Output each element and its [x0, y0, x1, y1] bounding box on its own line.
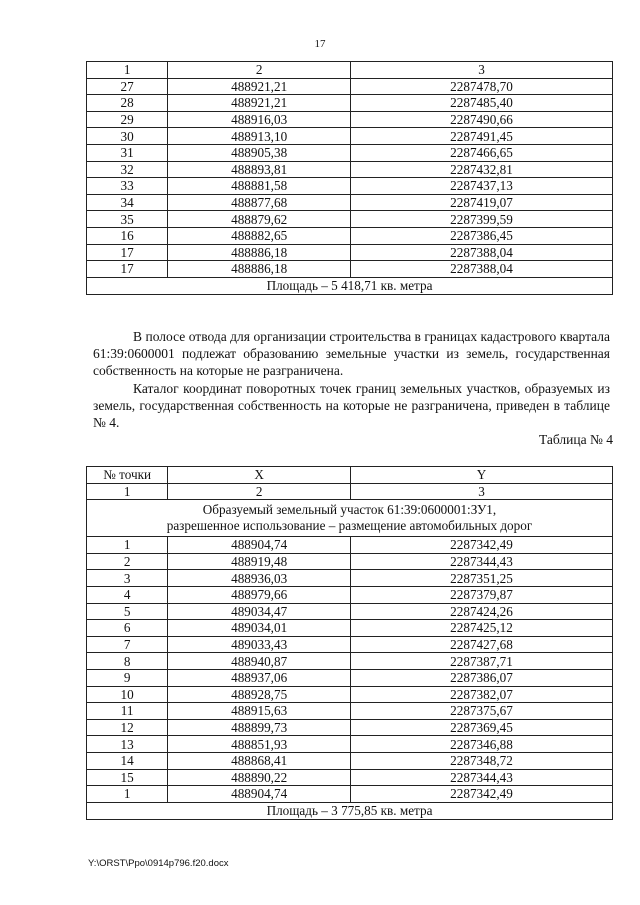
table-row	[87, 95, 613, 112]
table-row	[87, 736, 613, 753]
y-coordinate-cell: 2287427,68	[350, 636, 612, 653]
y-coordinate-cell: 2287425,12	[350, 620, 612, 637]
point-number-cell: 13	[87, 736, 168, 753]
point-number-cell: 10	[87, 686, 168, 703]
numbering-cell: 3	[350, 483, 612, 500]
y-coordinate-cell: 2287351,25	[350, 570, 612, 587]
x-coordinate-cell: 489034,01	[168, 620, 351, 637]
table-row	[87, 111, 613, 128]
x-coordinate-cell: 488905,38	[168, 144, 351, 161]
x-coordinate-cell: 488893,81	[168, 161, 351, 178]
y-coordinate-cell: 2287432,81	[350, 161, 612, 178]
x-coordinate-cell: 488940,87	[168, 653, 351, 670]
table-row	[87, 769, 613, 786]
table-row	[87, 144, 613, 161]
x-coordinate-cell: 488979,66	[168, 586, 351, 603]
x-coordinate-cell: 488936,03	[168, 570, 351, 587]
point-number-cell: 6	[87, 620, 168, 637]
page-number: 17	[314, 38, 326, 50]
table-header-row	[87, 467, 613, 484]
x-coordinate-cell: 488921,21	[168, 78, 351, 95]
point-number-cell: 2	[87, 553, 168, 570]
point-number-cell: 15	[87, 769, 168, 786]
table-row	[87, 537, 613, 554]
x-coordinate-cell: 488877,68	[168, 194, 351, 211]
x-coordinate-cell: 488916,03	[168, 111, 351, 128]
point-number-cell: 8	[87, 653, 168, 670]
x-coordinate-cell: 488921,21	[168, 95, 351, 112]
x-coordinate-cell: 488881,58	[168, 178, 351, 195]
y-coordinate-cell: 2287386,07	[350, 669, 612, 686]
table-row	[87, 211, 613, 228]
coordinates-table-4	[86, 466, 613, 820]
x-coordinate-cell: 488851,93	[168, 736, 351, 753]
area-row	[87, 802, 613, 819]
section-title-cell	[87, 500, 613, 537]
table-header-row	[87, 62, 613, 79]
header-cell: 2	[168, 62, 351, 79]
y-coordinate-cell: 2287419,07	[350, 194, 612, 211]
x-coordinate-cell: 488882,65	[168, 227, 351, 244]
numbering-cell: 2	[168, 483, 351, 500]
point-number-cell: 29	[87, 111, 168, 128]
table-row	[87, 570, 613, 587]
point-number-cell: 27	[87, 78, 168, 95]
point-number-cell: 4	[87, 586, 168, 603]
header-cell: № точки	[87, 467, 168, 484]
y-coordinate-cell: 2287437,13	[350, 178, 612, 195]
x-coordinate-cell: 488915,63	[168, 703, 351, 720]
area-cell: Площадь – 5 418,71 кв. метра	[87, 277, 613, 294]
y-coordinate-cell: 2287466,65	[350, 144, 612, 161]
point-number-cell: 7	[87, 636, 168, 653]
y-coordinate-cell: 2287379,87	[350, 586, 612, 603]
x-coordinate-cell: 488904,74	[168, 537, 351, 554]
point-number-cell: 32	[87, 161, 168, 178]
point-number-cell: 12	[87, 719, 168, 736]
numbering-cell: 1	[87, 483, 168, 500]
x-coordinate-cell: 488937,06	[168, 669, 351, 686]
point-number-cell: 16	[87, 227, 168, 244]
x-coordinate-cell: 488899,73	[168, 719, 351, 736]
header-cell: 3	[350, 62, 612, 79]
y-coordinate-cell: 2287387,71	[350, 653, 612, 670]
x-coordinate-cell: 488886,18	[168, 261, 351, 278]
paragraph-catalog: Каталог координат поворотных точек границ земельных участков, образуемых из земель, государственная собственность на которые не разграничена, приведен в таблице № 4.	[93, 381, 610, 430]
point-number-cell: 9	[87, 669, 168, 686]
point-number-cell: 11	[87, 703, 168, 720]
y-coordinate-cell: 2287485,40	[350, 95, 612, 112]
header-cell: X	[168, 467, 351, 484]
area-cell: Площадь – 3 775,85 кв. метра	[87, 802, 613, 819]
x-coordinate-cell: 488890,22	[168, 769, 351, 786]
area-row	[87, 277, 613, 294]
y-coordinate-cell: 2287344,43	[350, 769, 612, 786]
y-coordinate-cell: 2287478,70	[350, 78, 612, 95]
table-row	[87, 78, 613, 95]
y-coordinate-cell: 2287388,04	[350, 244, 612, 261]
table-row	[87, 161, 613, 178]
header-cell: Y	[350, 467, 612, 484]
y-coordinate-cell: 2287342,49	[350, 786, 612, 803]
table-row	[87, 636, 613, 653]
point-number-cell: 17	[87, 261, 168, 278]
table-row	[87, 194, 613, 211]
point-number-cell: 5	[87, 603, 168, 620]
footer-file-path: Y:\ORST\Ppo\0914p796.f20.docx	[88, 858, 229, 869]
table-row	[87, 128, 613, 145]
x-coordinate-cell: 489033,43	[168, 636, 351, 653]
y-coordinate-cell: 2287346,88	[350, 736, 612, 753]
section-title-line1: Образуемый земельный участок 61:39:0600001:ЗУ1,	[202, 502, 497, 518]
point-number-cell: 14	[87, 752, 168, 769]
x-coordinate-cell: 488928,75	[168, 686, 351, 703]
point-number-cell: 34	[87, 194, 168, 211]
paragraph-land-plots: В полосе отвода для организации строительства в границах кадастрового квартала 61:39:0600001 подлежат образованию земельные участки из земель, государственная собственность на которые не разграничена.	[93, 329, 610, 378]
point-number-cell: 33	[87, 178, 168, 195]
table-caption: Таблица № 4	[539, 432, 613, 447]
x-coordinate-cell: 488879,62	[168, 211, 351, 228]
y-coordinate-cell: 2287490,66	[350, 111, 612, 128]
y-coordinate-cell: 2287491,45	[350, 128, 612, 145]
table-row	[87, 261, 613, 278]
point-number-cell: 1	[87, 786, 168, 803]
point-number-cell: 3	[87, 570, 168, 587]
point-number-cell: 30	[87, 128, 168, 145]
y-coordinate-cell: 2287382,07	[350, 686, 612, 703]
table-row	[87, 669, 613, 686]
x-coordinate-cell: 489034,47	[168, 603, 351, 620]
point-number-cell: 28	[87, 95, 168, 112]
x-coordinate-cell: 488886,18	[168, 244, 351, 261]
y-coordinate-cell: 2287388,04	[350, 261, 612, 278]
table-row	[87, 178, 613, 195]
y-coordinate-cell: 2287375,67	[350, 703, 612, 720]
y-coordinate-cell: 2287342,49	[350, 537, 612, 554]
table-row	[87, 620, 613, 637]
y-coordinate-cell: 2287369,45	[350, 719, 612, 736]
table-row	[87, 719, 613, 736]
table-row	[87, 586, 613, 603]
header-cell: 1	[87, 62, 168, 79]
table-numbering-row	[87, 483, 613, 500]
coordinates-table-continued	[86, 61, 613, 295]
table-row	[87, 653, 613, 670]
section-title-row	[87, 500, 613, 537]
table-row	[87, 686, 613, 703]
point-number-cell: 35	[87, 211, 168, 228]
y-coordinate-cell: 2287424,26	[350, 603, 612, 620]
section-title-line2: разрешенное использование – размещение автомобильных дорог	[166, 518, 533, 534]
x-coordinate-cell: 488868,41	[168, 752, 351, 769]
x-coordinate-cell: 488919,48	[168, 553, 351, 570]
y-coordinate-cell: 2287344,43	[350, 553, 612, 570]
y-coordinate-cell: 2287386,45	[350, 227, 612, 244]
point-number-cell: 17	[87, 244, 168, 261]
table-row	[87, 603, 613, 620]
table-row	[87, 227, 613, 244]
table-row	[87, 244, 613, 261]
x-coordinate-cell: 488904,74	[168, 786, 351, 803]
y-coordinate-cell: 2287348,72	[350, 752, 612, 769]
table-row	[87, 752, 613, 769]
x-coordinate-cell: 488913,10	[168, 128, 351, 145]
y-coordinate-cell: 2287399,59	[350, 211, 612, 228]
table-row	[87, 703, 613, 720]
table-row	[87, 553, 613, 570]
table-row	[87, 786, 613, 803]
point-number-cell: 1	[87, 537, 168, 554]
point-number-cell: 31	[87, 144, 168, 161]
